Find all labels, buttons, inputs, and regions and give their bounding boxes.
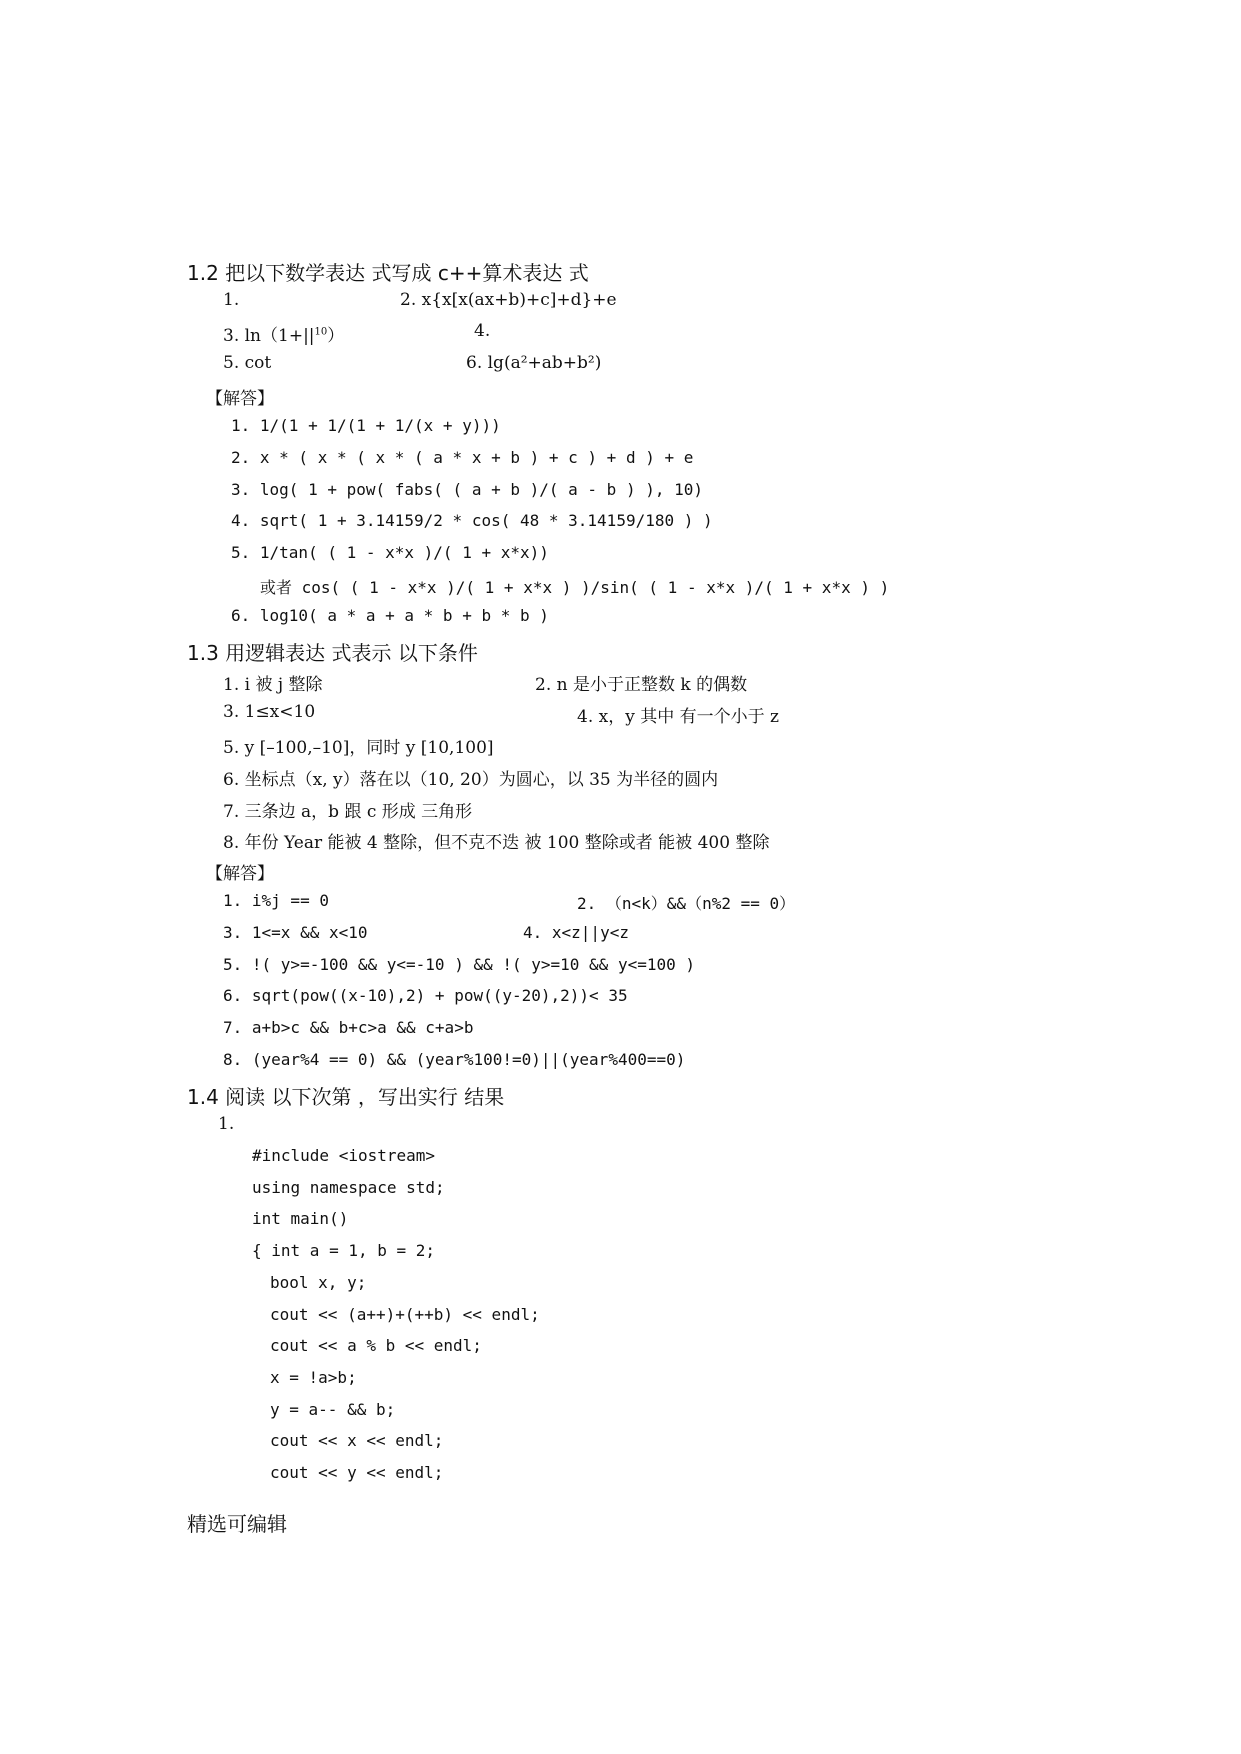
answer-1-3-line-2: 2. （n<k）&&（n%2 == 0） bbox=[577, 894, 796, 913]
code-line-10: cout << x << endl; bbox=[270, 1431, 444, 1450]
answer-1-2-line-1: 1. 1/(1 + 1/(1 + 1/(x + y))) bbox=[231, 416, 501, 435]
answer-label-1-3: 【解答】 bbox=[206, 864, 274, 884]
section-heading-1-3: 1.3 用逻辑表达 式表示 以下条件 bbox=[187, 641, 478, 665]
answer-1-2-line-6: 6. log10( a * a + a * b + b * b ) bbox=[231, 606, 549, 625]
answer-1-3-line-8: 8. (year%4 == 0) && (year%100!=0)||(year%400==0) bbox=[223, 1050, 686, 1069]
answer-1-3-line-1: 1. i%j == 0 bbox=[223, 891, 329, 910]
code-line-4: { int a = 1, b = 2; bbox=[252, 1241, 436, 1260]
answer-1-3-line-3: 3. 1<=x && x<10 bbox=[223, 923, 368, 942]
problem-1-2-item-4: 4. bbox=[474, 321, 491, 341]
problem-1-2-item-3 bbox=[223, 321, 344, 346]
answer-1-2-line-3: 3. log( 1 + pow( fabs( ( a + b )/( a - b ) ), 10) bbox=[231, 480, 704, 499]
problem-1-3-item-3: 3. 1≤x<10 bbox=[223, 702, 316, 722]
answer-label-1-2: 【解答】 bbox=[206, 389, 274, 409]
answer-1-2-line-5: 5. 1/tan( ( 1 - x*x )/( 1 + x*x)) bbox=[231, 543, 549, 562]
code-line-5: bool x, y; bbox=[270, 1273, 367, 1292]
answer-1-2-line-5-alt: 或者 cos( ( 1 - x*x )/( 1 + x*x ) )/sin( ( 1 - x*x )/( 1 + x*x ) ) bbox=[260, 578, 890, 597]
problem-1-3-item-1: 1. i 被 j 整除 bbox=[223, 675, 323, 695]
code-line-8: x = !a>b; bbox=[270, 1368, 357, 1387]
problem-1-3-item-8: 8. 年份 Year 能被 4 整除，但不克不迭 被 100 整除或者 能被 400 整除 bbox=[223, 833, 770, 853]
problem-1-3-item-6: 6. 坐标点（x, y）落在以（10, 20）为圆心，以 35 为半径的圆内 bbox=[223, 770, 719, 790]
problem-1-2-item-3-text: 3. ln（1+|| bbox=[223, 326, 315, 346]
problem-1-3-item-5: 5. y [–100,–10]，同时 y [10,100] bbox=[223, 738, 494, 758]
answer-1-3-line-7: 7. a+b>c && b+c>a && c+a>b bbox=[223, 1018, 474, 1037]
code-line-3: int main() bbox=[252, 1209, 349, 1228]
problem-1-3-item-7: 7. 三条边 a，b 跟 c 形成 三角形 bbox=[223, 802, 473, 822]
code-line-7: cout << a % b << endl; bbox=[270, 1336, 482, 1355]
page-footer: 精选可编辑 bbox=[187, 1512, 287, 1536]
code-line-9: y = a-- && b; bbox=[270, 1400, 396, 1419]
code-line-2: using namespace std; bbox=[252, 1178, 445, 1197]
problem-1-3-item-2: 2. n 是小于正整数 k 的偶数 bbox=[535, 675, 748, 695]
code-line-6: cout << (a++)+(++b) << endl; bbox=[270, 1305, 540, 1324]
problem-1-2-item-2: 2. x{x[x(ax+b)+c]+d}+e bbox=[400, 290, 617, 310]
answer-1-3-line-4: 4. x<z||y<z bbox=[523, 923, 629, 942]
code-line-11: cout << y << endl; bbox=[270, 1463, 444, 1482]
answer-1-3-line-6: 6. sqrt(pow((x-10),2) + pow((y-20),2))< 35 bbox=[223, 986, 628, 1005]
code-line-1: #include <iostream> bbox=[252, 1146, 436, 1165]
problem-1-2-item-1: 1. bbox=[223, 290, 240, 310]
section-heading-1-2: 1.2 把以下数学表达 式写成 c++算术表达 式 bbox=[187, 261, 589, 285]
answer-1-2-line-4: 4. sqrt( 1 + 3.14159/2 * cos( 48 * 3.14159/180 ) ) bbox=[231, 511, 713, 530]
problem-1-2-item-3-close: ） bbox=[327, 326, 345, 346]
problem-1-3-item-4: 4. x，y 其中 有一个小于 z bbox=[577, 707, 779, 727]
problem-1-2-item-6: 6. lg(a²+ab+b²) bbox=[466, 353, 602, 373]
section-heading-1-4: 1.4 阅读 以下次第 ，写出实行 结果 bbox=[187, 1085, 505, 1109]
problem-1-2-item-5: 5. cot bbox=[223, 353, 272, 373]
answer-1-2-line-2: 2. x * ( x * ( x * ( a * x + b ) + c ) + d ) + e bbox=[231, 448, 694, 467]
problem-1-2-item-3-exponent: 10 bbox=[314, 326, 328, 338]
answer-1-3-line-5: 5. !( y>=-100 && y<=-10 ) && !( y>=10 && y<=100 ) bbox=[223, 955, 696, 974]
problem-1-4-item-1: 1. bbox=[218, 1114, 235, 1134]
